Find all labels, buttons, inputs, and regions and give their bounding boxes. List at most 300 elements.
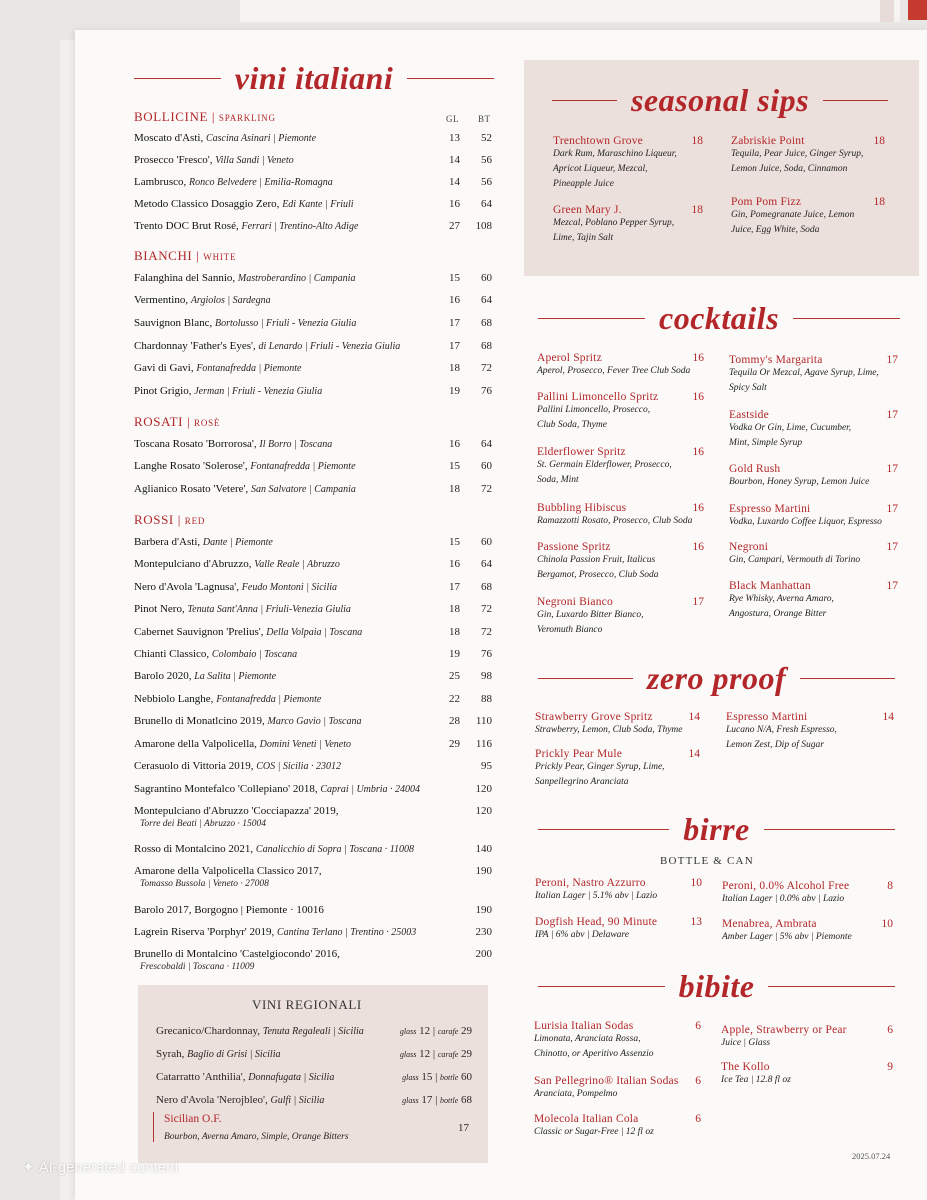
zero-item <box>726 711 894 753</box>
wine-name-line <box>134 805 338 817</box>
wine-row <box>134 198 494 214</box>
wine-producer: Feudo Montoni | Sicilia <box>241 582 337 593</box>
ai-watermark <box>22 1158 179 1176</box>
wine-glass-price: 19 <box>449 385 460 397</box>
wine-producer: Fontanafredda | Piemonte <box>216 694 322 705</box>
wine-name-line <box>134 904 324 916</box>
wine-producer: Argiolos | Sardegna <box>190 295 271 306</box>
drink-description: Lime, Tajin Salt <box>553 233 614 243</box>
special-name: Sicilian O.F. <box>164 1113 222 1125</box>
drink-description: Strawberry, Lemon, Club Soda, Thyme <box>535 725 683 735</box>
wine-name: Pinot Nero, <box>134 603 185 615</box>
wine-producer: Torre dei Beati | Abruzzo · 15004 <box>140 819 267 829</box>
drink-price: 18 <box>691 204 703 216</box>
wine-glass-price: 28 <box>449 715 460 727</box>
wine-glass-price: 14 <box>449 176 460 188</box>
wine-producer: Tomasso Bussola | Veneto · 27008 <box>140 879 269 889</box>
special-price: 17 <box>458 1122 469 1134</box>
bibite-item <box>534 1075 701 1102</box>
wine-producer: Della Volpaia | Toscana <box>266 627 363 638</box>
wine-row <box>134 670 494 686</box>
wine-name: Moscato d'Asti, <box>134 132 204 144</box>
wine-row <box>134 715 494 731</box>
regional-wine-producer: Baglio di Grisi | Sicilia <box>187 1049 281 1060</box>
drink-name: Trenchtown Grove <box>553 135 643 147</box>
drink-name: Bubbling Hibiscus <box>537 502 627 514</box>
drink-description: Prickly Pear, Ginger Syrup, Lime, <box>535 762 665 772</box>
drink-name: Negroni Bianco <box>537 596 613 608</box>
seasonal-header <box>552 84 888 116</box>
wine-name: Nebbiolo Langhe, <box>134 693 214 705</box>
wine-name-line <box>134 948 340 960</box>
regional-wine-prices: glass 12 | carafe 29 <box>399 1025 472 1037</box>
regional-wine-name: Grecanico/Chardonnay, <box>156 1025 261 1037</box>
wine-bottle-price: 98 <box>481 670 492 682</box>
regional-wine-name-line <box>156 1071 334 1083</box>
wine-row <box>134 648 494 664</box>
drink-description: Lemon Juice, Soda, Cinnamon <box>731 164 848 174</box>
regional-wine-name-line <box>156 1048 280 1060</box>
wine-name-line <box>134 198 354 210</box>
wine-name-line <box>134 317 356 329</box>
carafe-bottle-price: 29 <box>461 1048 472 1060</box>
wine-glass-price: 16 <box>449 294 460 306</box>
birre-item <box>535 916 702 943</box>
wine-row <box>134 865 494 889</box>
wine-row <box>134 843 494 859</box>
drink-name: Negroni <box>729 541 769 553</box>
birre-item <box>535 877 702 904</box>
wine-row <box>134 760 494 776</box>
header-rule <box>134 78 221 79</box>
wine-name: Metodo Classico Dosaggio Zero, <box>134 198 280 210</box>
birre-title: birre <box>683 811 750 847</box>
unit-label: glass <box>402 1096 419 1105</box>
wine-name: Gavi di Gavi, <box>134 362 194 374</box>
drink-price: 16 <box>692 502 704 514</box>
wine-name: Brunello di Montalcino 'Castelgiocondo' 2016, <box>134 948 340 960</box>
wine-name: Amarone della Valpolicella Classico 2017, <box>134 865 322 877</box>
section-rosati: ROSATI | ROSÈ <box>134 414 221 429</box>
wine-bottle-price: 60 <box>481 460 492 472</box>
unit-label: bottle <box>440 1096 459 1105</box>
wine-glass-price: 15 <box>449 460 460 472</box>
wine-bottle-price: 200 <box>475 948 492 960</box>
wine-glass-price: 14 <box>449 154 460 166</box>
drink-price: 6 <box>695 1075 701 1087</box>
drink-description: Pallini Limoncello, Prosecco, <box>537 405 651 415</box>
cocktails-item <box>537 541 704 583</box>
drink-description: Tequila Or Mezcal, Agave Syrup, Lime, <box>729 368 879 378</box>
drink-description: Vodka Or Gin, Lime, Cucumber, <box>729 423 852 433</box>
wine-glass-price: 15 <box>449 536 460 548</box>
cocktails-item <box>537 352 704 379</box>
drink-name: Espresso Martini <box>726 711 808 723</box>
wine-row <box>134 805 494 829</box>
wine-name: Vermentino, <box>134 294 189 306</box>
wine-bottle-price: 120 <box>475 783 492 795</box>
drink-description: Aperol, Prosecco, Fever Tree Club Soda <box>537 366 691 376</box>
drink-price: 6 <box>695 1020 701 1032</box>
wine-producer: COS | Sicilia · 23012 <box>256 761 341 772</box>
vini-header <box>134 62 494 94</box>
wine-glass-price: 17 <box>449 581 460 593</box>
drink-name: Menabrea, Ambrata <box>722 918 817 930</box>
wine-producer: Dante | Piemonte <box>202 537 273 548</box>
wine-name-line <box>134 340 400 352</box>
drink-price: 17 <box>886 463 898 475</box>
wine-name-line <box>134 865 322 877</box>
drink-price: 17 <box>886 354 898 366</box>
wine-bottle-price: 60 <box>481 536 492 548</box>
drink-name: Peroni, Nastro Azzurro <box>535 877 646 889</box>
wine-producer: Villa Sandi | Veneto <box>215 155 294 166</box>
drink-name: Passione Spritz <box>537 541 611 553</box>
wine-row <box>134 317 494 333</box>
unit-label: bottle <box>440 1073 459 1082</box>
wine-bottle-price: 64 <box>481 294 492 306</box>
wine-row <box>134 693 494 709</box>
wine-name-line <box>134 783 420 795</box>
drink-price: 9 <box>887 1061 893 1073</box>
wine-row <box>134 220 494 236</box>
wine-producer: Fontanafredda | Piemonte <box>250 461 356 472</box>
wine-producer: Canalicchio di Sopra | Toscana · 11008 <box>255 844 414 855</box>
drink-name: Tommy's Margarita <box>729 354 823 366</box>
wine-row <box>134 926 494 942</box>
section-sub: ROSÈ <box>194 418 221 428</box>
wine-bottle-price: 230 <box>475 926 492 938</box>
wine-producer: San Salvatore | Campania <box>251 484 356 495</box>
wine-name-line <box>134 760 341 772</box>
drink-price: 8 <box>887 880 893 892</box>
wine-row <box>134 460 494 476</box>
regional-wine-row <box>156 1094 472 1108</box>
wine-name-line <box>134 438 332 450</box>
cocktails-item <box>729 409 898 451</box>
wine-name-line <box>134 843 414 855</box>
drink-price: 10 <box>690 877 702 889</box>
wine-bottle-price: 76 <box>481 385 492 397</box>
wine-name-line <box>134 176 333 188</box>
drink-name: The Kollo <box>721 1061 770 1073</box>
drink-description: Chinola Passion Fruit, Italicus <box>537 555 656 565</box>
unit-label: carafe <box>437 1027 459 1036</box>
wine-name-line <box>134 132 316 144</box>
wine-glass-price: 17 <box>449 317 460 329</box>
drink-name: Zabriskie Point <box>731 135 805 147</box>
wine-row <box>134 558 494 574</box>
wine-name-line <box>134 581 337 593</box>
top-paper-edge <box>240 0 900 22</box>
drink-description: Club Soda, Thyme <box>537 420 607 430</box>
drink-description: Bourbon, Honey Syrup, Lemon Juice <box>729 477 870 487</box>
wine-name-line <box>134 220 358 232</box>
wine-row <box>134 904 494 920</box>
bibite-item <box>721 1061 893 1088</box>
wine-bottle-price: 68 <box>481 317 492 329</box>
unit-label: glass <box>402 1073 419 1082</box>
wine-name: Trento DOC Brut Rosé, <box>134 220 239 232</box>
regional-wine-prices: glass 17 | bottle 68 <box>402 1094 472 1106</box>
cocktails-item <box>537 391 704 433</box>
seasonal-item <box>553 204 703 246</box>
wine-name: Lagrein Riserva 'Porphyr' 2019, <box>134 926 275 938</box>
wine-name: Chianti Classico, <box>134 648 210 660</box>
wine-name: Lambrusco, <box>134 176 187 188</box>
wine-name: Falanghina del Sannio, <box>134 272 236 284</box>
header-rule <box>538 678 633 679</box>
seasonal-title: seasonal sips <box>630 82 810 118</box>
drink-description: Italian Lager | 0.0% abv | Lazio <box>722 894 845 904</box>
wine-bottle-price: 110 <box>475 715 492 727</box>
drink-name: Eastside <box>729 409 769 421</box>
drink-price: 16 <box>692 391 704 403</box>
carafe-bottle-price: 29 <box>461 1025 472 1037</box>
wine-bottle-price: 120 <box>475 805 492 817</box>
wine-name: Prosecco 'Fresco', <box>134 154 213 166</box>
bibite-item <box>534 1020 701 1062</box>
wine-bottle-price: 72 <box>481 626 492 638</box>
wine-name: Amarone della Valpolicella, <box>134 738 257 750</box>
wine-name-line <box>134 626 362 638</box>
wine-name: Pinot Grigio, <box>134 385 192 397</box>
drink-price: 18 <box>691 135 703 147</box>
drink-description: Amber Lager | 5% abv | Piemonte <box>722 932 852 942</box>
regional-wine-producer: Tenuta Regaleali | Sicilia <box>262 1026 364 1037</box>
drink-name: Espresso Martini <box>729 503 811 515</box>
wine-bottle-price: 190 <box>475 865 492 877</box>
wine-row <box>134 948 494 972</box>
regional-wine-producer: Donnafugata | Sicilia <box>248 1072 335 1083</box>
wine-row <box>134 385 494 401</box>
wine-glass-price: 25 <box>449 670 460 682</box>
wine-name-line <box>134 154 294 166</box>
drink-name: Aperol Spritz <box>537 352 602 364</box>
wine-bottle-price: 68 <box>481 581 492 593</box>
drink-name: Prickly Pear Mule <box>535 748 623 760</box>
wine-producer: Cantina Terlano | Trentino · 25003 <box>276 927 417 938</box>
wine-bottle-price: 95 <box>481 760 492 772</box>
wine-name: Barolo 2017, Borgogno | Piemonte · 10016 <box>134 904 324 916</box>
wine-glass-price: 18 <box>449 362 460 374</box>
drink-name: San Pellegrino® Italian Sodas <box>534 1075 679 1087</box>
regional-wine-row <box>156 1048 472 1062</box>
wine-glass-price: 17 <box>449 340 460 352</box>
wine-bottle-price: 190 <box>475 904 492 916</box>
header-rule <box>538 829 669 830</box>
birre-header <box>538 813 895 845</box>
wine-name-line <box>134 670 276 682</box>
cocktails-item <box>729 541 898 568</box>
wine-name: Cabernet Sauvignon 'Prelius', <box>134 626 264 638</box>
drink-price: 17 <box>886 580 898 592</box>
drink-description: Gin, Luxardo Bitter Bianco, <box>537 610 644 620</box>
drink-price: 16 <box>692 446 704 458</box>
wine-glass-price: 22 <box>449 693 460 705</box>
wine-glass-price: 13 <box>449 132 460 144</box>
wine-producer: Jerman | Friuli - Venezia Giulia <box>194 386 323 397</box>
section-bianchi: BIANCHI | WHITE <box>134 248 237 263</box>
bibite-item <box>721 1024 893 1051</box>
drink-description: Rye Whisky, Averna Amaro, <box>729 594 834 604</box>
drink-name: Pallini Limoncello Spritz <box>537 391 659 403</box>
drink-name: Strawberry Grove Spritz <box>535 711 653 723</box>
drink-description: Lucano N/A, Fresh Espresso, <box>726 725 837 735</box>
wine-name-line <box>134 715 361 727</box>
wine-name-line <box>134 483 356 495</box>
wine-name-line <box>134 294 271 306</box>
wine-name: Sagrantino Montefalco 'Collepiano' 2018, <box>134 783 318 795</box>
drink-description: Aranciata, Pompelmo <box>534 1089 618 1099</box>
drink-description: Classic or Sugar-Free | 12 fl oz <box>534 1127 654 1137</box>
wine-name-line <box>134 272 355 284</box>
zero-header <box>538 662 895 694</box>
wine-glass-price: 19 <box>449 648 460 660</box>
red-tab <box>908 0 927 20</box>
wine-name-line <box>134 693 321 705</box>
wine-name: Langhe Rosato 'Solerose', <box>134 460 248 472</box>
wine-row <box>134 272 494 288</box>
sparkle-icon: ✦ <box>22 1159 35 1176</box>
drink-description: Juice, Egg White, Soda <box>731 225 820 235</box>
section-name: BIANCHI <box>134 248 193 263</box>
wine-bottle-price: 72 <box>481 603 492 615</box>
drink-description: Ice Tea | 12.8 fl oz <box>721 1075 791 1085</box>
cocktails-item <box>729 354 898 396</box>
regional-wine-name: Catarratto 'Anthilia', <box>156 1071 246 1083</box>
wine-name-line <box>134 558 340 570</box>
wine-name-line <box>134 603 351 615</box>
header-rule <box>800 678 895 679</box>
cocktails-item <box>537 596 704 638</box>
drink-description: Dark Rum, Maraschino Liqueur, <box>553 149 677 159</box>
cocktails-item <box>729 503 898 530</box>
regional-wine-name-line <box>156 1025 364 1037</box>
col-gl: GL <box>446 114 459 124</box>
regionali-title: VINI REGIONALI <box>252 997 362 1012</box>
glass-price: 12 <box>419 1048 431 1060</box>
drink-price: 17 <box>886 541 898 553</box>
special-rule <box>153 1112 154 1142</box>
section-sub: WHITE <box>203 252 237 262</box>
wine-row <box>134 132 494 148</box>
wine-name: Rosso di Montalcino 2021, <box>134 843 254 855</box>
drink-description: Italian Lager | 5.1% abv | Lazio <box>535 891 658 901</box>
header-rule <box>538 318 645 319</box>
wine-glass-price: 29 <box>449 738 460 750</box>
wine-bottle-price: 64 <box>481 438 492 450</box>
drink-price: 6 <box>887 1024 893 1036</box>
seasonal-item <box>553 135 703 192</box>
regional-wine-row <box>156 1025 472 1039</box>
seasonal-item <box>731 196 885 238</box>
watermark-text: AI-generated content <box>38 1159 179 1176</box>
wine-name: Montepulciano d'Abruzzo 'Cocciapazza' 2019, <box>134 805 339 817</box>
zero-title: zero proof <box>646 660 787 696</box>
wine-bottle-price: 116 <box>475 738 492 750</box>
birre-subtitle: BOTTLE & CAN <box>660 855 754 867</box>
print-date: 2025.07.24 <box>852 1151 891 1161</box>
wine-row <box>134 362 494 378</box>
drink-price: 14 <box>688 748 700 760</box>
wine-name-line <box>134 385 322 397</box>
header-rule <box>552 100 617 101</box>
regional-wine-name: Syrah, <box>156 1048 185 1060</box>
col-bt: BT <box>478 114 491 124</box>
bibite-header <box>538 970 895 1002</box>
wine-bottle-price: 72 <box>481 362 492 374</box>
drink-description: Chinotto, or Aperitivo Assenzio <box>534 1049 654 1059</box>
wine-bottle-price: 52 <box>481 132 492 144</box>
wine-bottle-price: 108 <box>475 220 492 232</box>
vini-title: vini italiani <box>234 60 394 96</box>
birre-item <box>722 880 893 907</box>
header-rule <box>764 829 895 830</box>
wine-bottle-price: 60 <box>481 272 492 284</box>
wine-glass-price: 16 <box>449 198 460 210</box>
cocktails-title: cocktails <box>658 300 780 336</box>
wine-producer: Colombaio | Toscana <box>211 649 298 660</box>
drink-name: Black Manhattan <box>729 580 811 592</box>
wine-row <box>134 626 494 642</box>
wine-row <box>134 438 494 454</box>
wine-name-line <box>134 738 351 750</box>
regional-wine-producer: Gulfi | Sicilia <box>270 1095 325 1106</box>
wine-producer: Edi Kante | Friuli <box>282 199 354 210</box>
wine-name: Chardonnay 'Father's Eyes', <box>134 340 256 352</box>
wine-name: Aglianico Rosato 'Vetere', <box>134 483 249 495</box>
wine-bottle-price: 56 <box>481 154 492 166</box>
wine-row <box>134 603 494 619</box>
drink-price: 17 <box>886 409 898 421</box>
wine-name-line <box>134 536 273 548</box>
wine-name: Cerasuolo di Vittoria 2019, <box>134 760 254 772</box>
unit-label: glass <box>399 1050 417 1059</box>
drink-description: Mint, Simple Syrup <box>729 438 803 448</box>
special-desc: Bourbon, Averna Amaro, Simple, Orange Bitters <box>164 1132 349 1142</box>
drink-description: Ramazzotti Rosato, Prosecco, Club Soda <box>537 516 693 526</box>
drink-price: 6 <box>695 1113 701 1125</box>
wine-producer: Fontanafredda | Piemonte <box>196 363 302 374</box>
drink-description: Soda, Mint <box>537 475 579 485</box>
wine-glass-price: 27 <box>449 220 460 232</box>
bibite-title: bibite <box>678 968 755 1004</box>
cocktails-item <box>729 463 898 490</box>
wine-row <box>134 176 494 192</box>
drink-name: Molecola Italian Cola <box>534 1113 639 1125</box>
section-bollicine: BOLLICINE | SPARKLING <box>134 109 276 124</box>
drink-price: 17 <box>692 596 704 608</box>
wine-bottle-price: 64 <box>481 558 492 570</box>
glass-price: 12 <box>419 1025 431 1037</box>
wine-name: Sauvignon Blanc, <box>134 317 213 329</box>
section-name: BOLLICINE <box>134 109 208 124</box>
header-rule <box>538 986 665 987</box>
wine-row <box>134 294 494 310</box>
wine-glass-price: 15 <box>449 272 460 284</box>
wine-name: Montepulciano d'Abruzzo, <box>134 558 252 570</box>
wine-name: Toscana Rosato 'Borrorosa', <box>134 438 257 450</box>
wine-producer: Tenuta Sant'Anna | Friuli-Venezia Giulia <box>187 604 351 615</box>
section-name: ROSATI <box>134 414 184 429</box>
header-rule <box>793 318 900 319</box>
wine-row <box>134 581 494 597</box>
wine-producer: Marco Gavio | Toscana <box>267 716 362 727</box>
wine-name: Nero d'Avola 'Lagnusa', <box>134 581 240 593</box>
drink-description: Pineapple Juice <box>553 179 614 189</box>
wine-name-line <box>134 362 301 374</box>
